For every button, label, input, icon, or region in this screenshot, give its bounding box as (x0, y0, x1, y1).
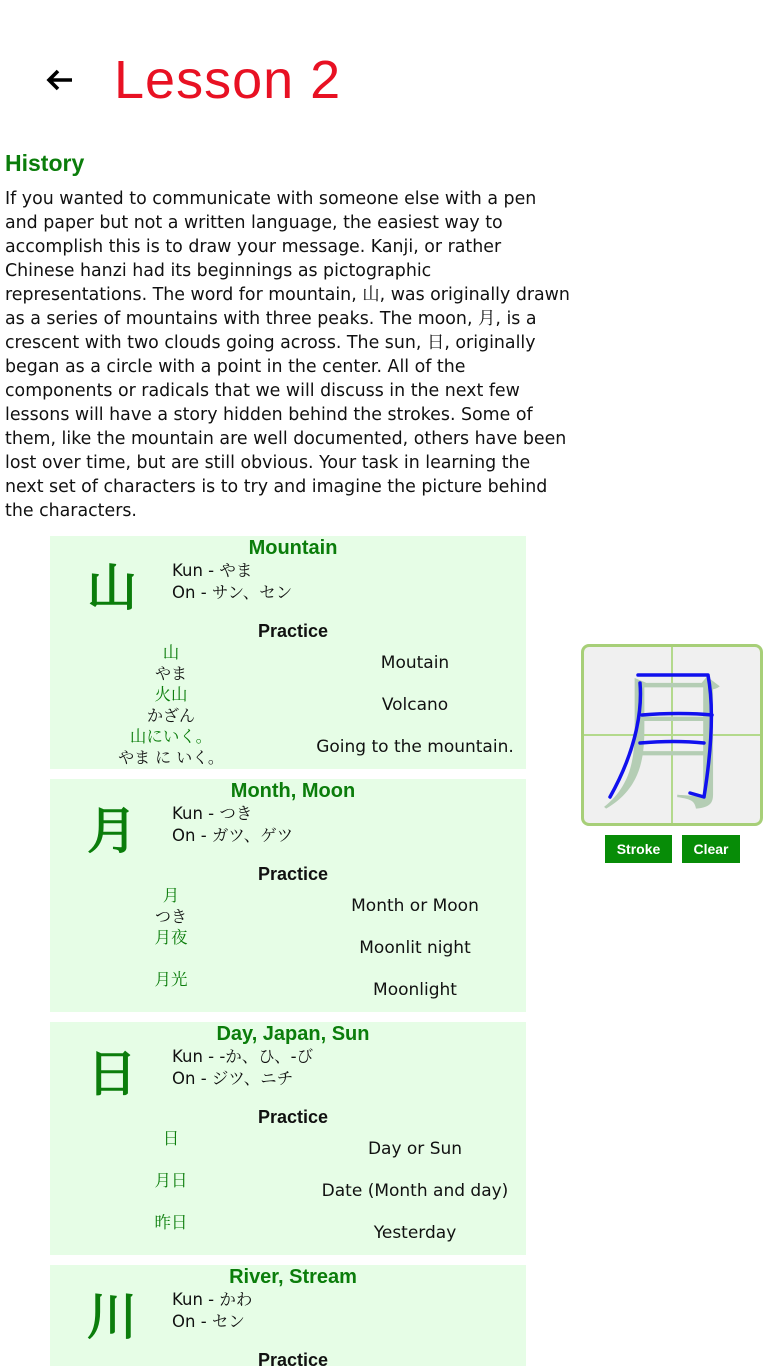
guide-kanji: 月 (596, 659, 748, 823)
practice-meaning: Moutain (380, 653, 450, 673)
card-kanji: 山 (87, 559, 137, 617)
practice-reading: かざん (146, 706, 195, 725)
card-title: River, Stream (229, 1266, 357, 1288)
practice-item (102, 684, 240, 726)
practice-meaning: Volcano (381, 695, 449, 715)
practice-word: 昨日 (154, 1213, 188, 1232)
practice-meaning: Month or Moon (351, 896, 479, 916)
practice-item (102, 1212, 240, 1254)
practice-word: 月光 (154, 970, 188, 989)
kanji-card-river (50, 1265, 526, 1370)
practice-item (102, 1128, 240, 1170)
practice-word: 火山 (154, 685, 188, 704)
practice-word: 月 (162, 886, 180, 905)
kun-reading: Kun - やま (172, 561, 253, 580)
on-reading: On - ジツ、ニチ (172, 1069, 294, 1088)
on-reading: On - サン、セン (172, 583, 293, 602)
history-heading: History (5, 150, 85, 176)
on-reading: On - ガツ、ゲツ (172, 826, 294, 845)
kun-reading: Kun - つき (172, 804, 253, 823)
practice-item (102, 885, 240, 927)
card-title: Day, Japan, Sun (216, 1023, 370, 1045)
kun-reading: Kun - かわ (172, 1290, 253, 1309)
practice-word: 日 (162, 1129, 180, 1148)
clear-button[interactable]: Clear (682, 835, 740, 863)
practice-item (102, 969, 240, 1011)
practice-word: 月夜 (154, 928, 188, 947)
kanji-card-moon (50, 779, 526, 1012)
card-title: Mountain (248, 537, 338, 559)
kanji-card-sun (50, 1022, 526, 1255)
on-reading: On - セン (172, 1312, 245, 1331)
practice-meaning: Going to the mountain. (316, 737, 514, 757)
practice-reading: やま (154, 664, 187, 683)
practice-meaning: Day or Sun (367, 1139, 463, 1159)
kun-reading: Kun - -か、ひ、-び (172, 1047, 314, 1066)
practice-label: Practice (257, 621, 329, 641)
practice-word: 月日 (154, 1171, 188, 1190)
practice-label: Practice (257, 1350, 329, 1370)
drawing-surface (584, 647, 760, 823)
card-kanji: 川 (87, 1288, 137, 1346)
practice-word: 山にいく。 (129, 727, 213, 746)
drawing-canvas[interactable] (581, 644, 763, 826)
practice-reading: やま に いく。 (118, 748, 224, 767)
practice-item (102, 927, 240, 969)
practice-word: 山 (162, 643, 180, 662)
back-arrow-icon (46, 68, 74, 92)
history-body: If you wanted to communicate with someone else with a pen and paper but not a written language, the easiest way to accomplish this is to draw your message. Kanji, or rather Chinese hanzi had its beginnings as pictographic representations. The word for mountain, 山, was originally drawn as a series of mountains with three peaks. The moon, 月, is a crescent with two clouds going across. The sun, 日, originally began as a circle with a point in the center. All of the components or radicals that we will discuss in the next few lessons will have a story hidden behind the strokes. Some of them, like the mountain are well documented, others have been lost over time, but are still obvious. Your task in learning the next set of characters is to try and imagine the picture behind the characters. (5, 189, 570, 521)
practice-meaning: Moonlight (373, 980, 457, 1000)
practice-label: Practice (257, 864, 329, 884)
practice-meaning: Date (Month and day) (321, 1181, 509, 1201)
practice-reading: つき (154, 907, 187, 926)
practice-meaning: Moonlit night (359, 938, 471, 958)
card-kanji: 月 (87, 802, 137, 860)
practice-meaning: Yesterday (373, 1223, 457, 1243)
card-title: Month, Moon (230, 780, 356, 802)
stroke-button[interactable]: Stroke (605, 835, 672, 863)
back-button[interactable] (42, 62, 78, 98)
page-title: Lesson 2 (114, 50, 342, 110)
practice-item (102, 1170, 240, 1212)
practice-label: Practice (257, 1107, 329, 1127)
card-kanji: 日 (87, 1045, 137, 1103)
kanji-card-mountain (50, 536, 526, 769)
practice-item (102, 726, 240, 768)
practice-item (102, 642, 240, 684)
